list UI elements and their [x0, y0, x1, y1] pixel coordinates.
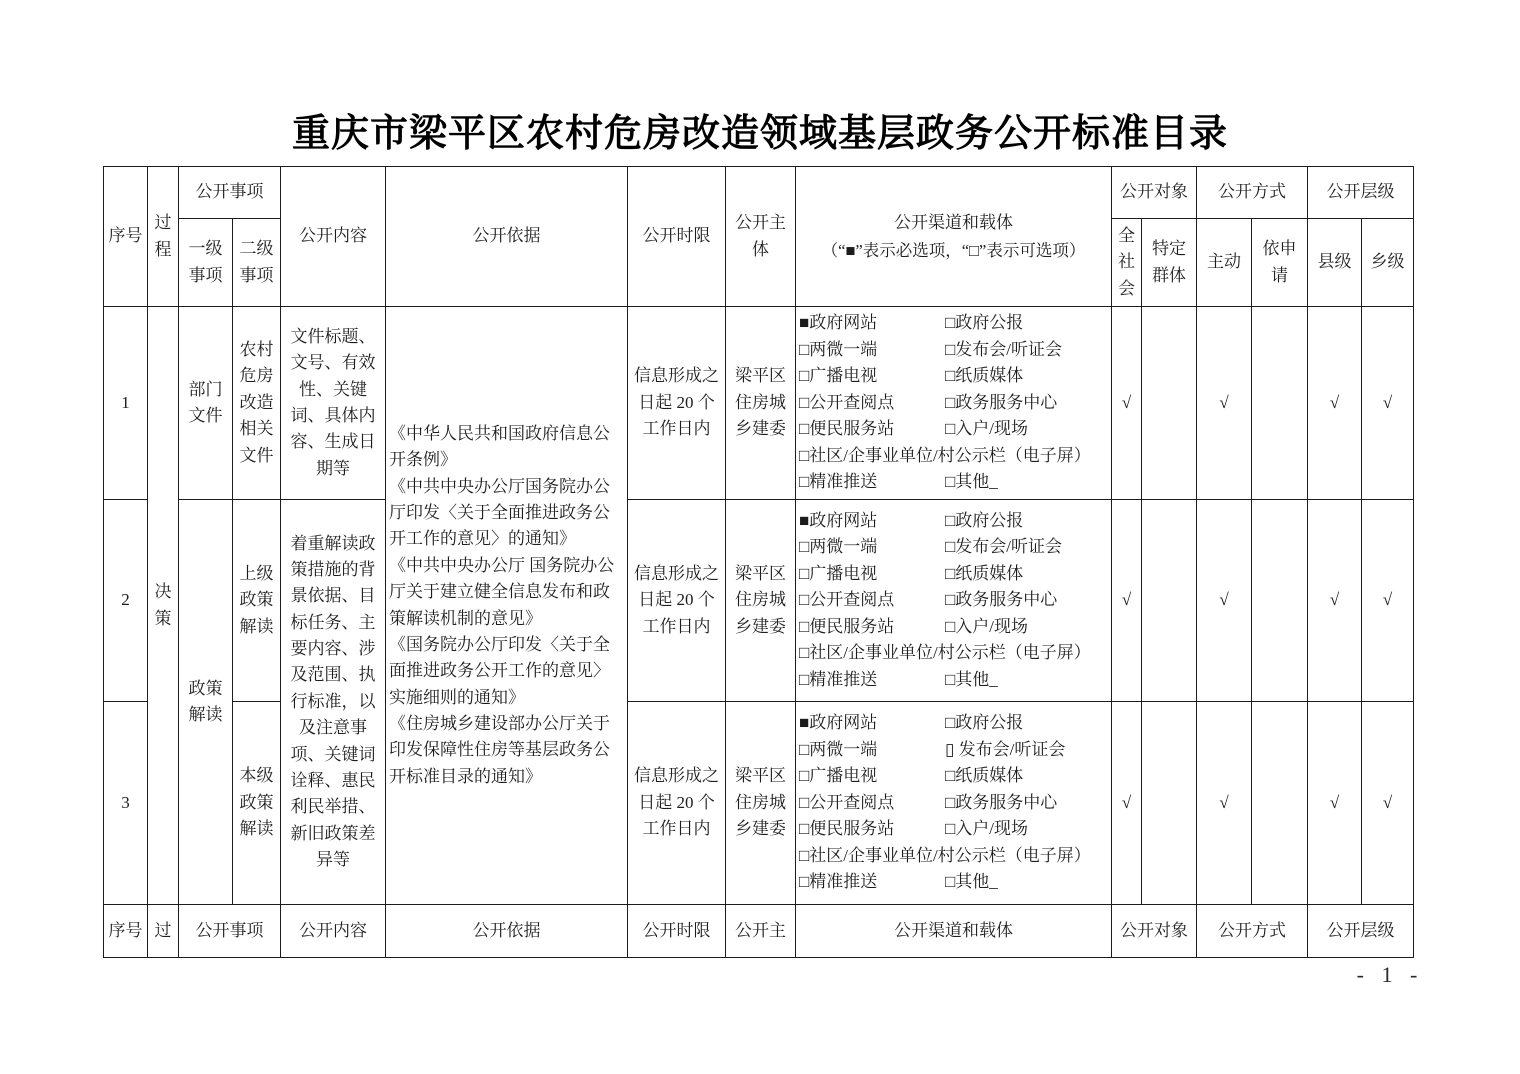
channel-option: ■政府网站 — [799, 510, 878, 530]
channel-option: □社区/企事业单位/村公示栏（电子屏） — [799, 845, 1091, 865]
col-header-level1-item: 一级事项 — [179, 219, 233, 307]
channel-option: □便民服务站 — [799, 419, 895, 439]
channel-option: □广播电视 — [799, 563, 878, 583]
time-limit-cell: 信息形成之日起 20 个工作日内 — [628, 702, 726, 905]
channel-option: □社区/企事业单位/村公示栏（电子屏） — [799, 445, 1091, 465]
level2-item-cell: 本级政策解读 — [233, 702, 281, 905]
subject-cell: 梁平区住房城乡建委 — [726, 307, 796, 500]
time-limit-cell: 信息形成之日起 20 个工作日内 — [628, 307, 726, 500]
channel-option: □政府公报 — [945, 510, 1024, 530]
col-header-subject: 公开主体 — [726, 167, 796, 307]
channels-cell — [796, 500, 1112, 702]
footer-time-limit: 公开时限 — [628, 905, 726, 958]
channels-cell — [796, 702, 1112, 905]
serial-number: 3 — [104, 702, 148, 905]
col-header-township-level: 乡级 — [1362, 219, 1414, 307]
process-cell: 决策 — [148, 307, 179, 905]
channel-option: □纸质媒体 — [945, 366, 1024, 386]
col-header-specific-groups: 特定群体 — [1142, 219, 1197, 307]
channel-option: ■政府网站 — [799, 313, 878, 333]
footer-subject: 公开主 — [726, 905, 796, 958]
col-header-proactive: 主动 — [1197, 219, 1252, 307]
subject-cell: 梁平区住房城乡建委 — [726, 702, 796, 905]
check-upon-request — [1252, 307, 1308, 500]
check-specific-groups — [1142, 307, 1197, 500]
basis-entry: 《住房城乡建设部办公厅关于印发保障性住房等基层政务公开标准目录的通知》 — [389, 713, 610, 786]
col-header-level2-item: 二级事项 — [233, 219, 281, 307]
content-cell: 着重解读政策措施的背景依据、目标任务、主要内容、涉及范围、执行标准，以及注意事项、关键词诠释、惠民利民举措、新旧政策差异等 — [281, 500, 386, 905]
table-row — [104, 500, 1414, 702]
check-whole-society: √ — [1112, 702, 1142, 905]
channels-header-label: 公开渠道和载体 — [894, 212, 1013, 232]
channel-option: □纸质媒体 — [945, 563, 1024, 583]
footer-content: 公开内容 — [281, 905, 386, 958]
channel-option: □政府公报 — [945, 313, 1024, 333]
check-township-level: √ — [1362, 307, 1414, 500]
time-limit-cell: 信息形成之日起 20 个工作日内 — [628, 500, 726, 702]
check-specific-groups — [1142, 500, 1197, 702]
level2-item-cell: 农村危房改造相关文件 — [233, 307, 281, 500]
col-header-channels — [796, 167, 1112, 307]
channel-option: □广播电视 — [799, 766, 878, 786]
channels-cell — [796, 307, 1112, 500]
col-header-audience: 公开对象 — [1112, 167, 1197, 219]
col-header-time-limit: 公开时限 — [628, 167, 726, 307]
channels-list — [799, 710, 1108, 896]
check-proactive: √ — [1197, 307, 1252, 500]
basis-cell — [386, 307, 628, 905]
channel-option: □精准推送 — [799, 472, 878, 492]
footer-process: 过 — [148, 905, 179, 958]
footer-method: 公开方式 — [1197, 905, 1308, 958]
table-row — [104, 307, 1414, 500]
content-cell: 文件标题、文号、有效性、关键词、具体内容、生成日期等 — [281, 307, 386, 500]
check-county-level: √ — [1308, 500, 1362, 702]
channels-list — [799, 310, 1108, 496]
check-upon-request — [1252, 500, 1308, 702]
check-proactive: √ — [1197, 500, 1252, 702]
page-title: 重庆市梁平区农村危房改造领域基层政务公开标准目录 — [291, 113, 1228, 155]
channel-option: □便民服务站 — [799, 819, 895, 839]
subject-cell: 梁平区住房城乡建委 — [726, 500, 796, 702]
channel-option: □入户/现场 — [945, 419, 1028, 439]
channel-option: □其他_ — [945, 669, 998, 689]
col-header-basis: 公开依据 — [386, 167, 628, 307]
basis-entry: 《中共中央办公厅国务院办公厅印发〈关于全面推进政务公开工作的意见〉的通知》 — [389, 476, 610, 549]
channel-option: □政府公报 — [945, 713, 1024, 733]
channels-list — [799, 508, 1108, 694]
channels-header-note: （“■”表示必选项，“□”表示可选项） — [821, 240, 1086, 260]
channel-option: □便民服务站 — [799, 616, 895, 636]
channel-option: □政务服务中心 — [945, 590, 1058, 610]
channel-option: ▯ 发布会/听证会 — [945, 739, 1066, 759]
channel-option: □社区/企事业单位/村公示栏（电子屏） — [799, 643, 1091, 663]
page-number: - 1 - — [1356, 962, 1424, 987]
channel-option: □政务服务中心 — [945, 392, 1058, 412]
footer-basis: 公开依据 — [386, 905, 628, 958]
channel-option: □两微一端 — [799, 537, 878, 557]
serial-number: 1 — [104, 307, 148, 500]
channel-option: □其他_ — [945, 472, 998, 492]
channel-option: □发布会/听证会 — [945, 537, 1062, 557]
basis-entry: 《中华人民共和国政府信息公开条例》 — [389, 424, 610, 470]
channel-option: □公开查阅点 — [799, 590, 895, 610]
channel-option: ■政府网站 — [799, 713, 878, 733]
check-upon-request — [1252, 702, 1308, 905]
footer-disclosure-items: 公开事项 — [179, 905, 281, 958]
level1-item-cell: 部门文件 — [179, 307, 233, 500]
footer-level: 公开层级 — [1308, 905, 1414, 958]
channel-option: □入户/现场 — [945, 616, 1028, 636]
check-specific-groups — [1142, 702, 1197, 905]
table-footer-header-row — [104, 905, 1414, 958]
col-header-method: 公开方式 — [1197, 167, 1308, 219]
col-header-county-level: 县级 — [1308, 219, 1362, 307]
channel-option: □精准推送 — [799, 669, 878, 689]
level1-item-cell: 政策解读 — [179, 500, 233, 905]
col-header-level: 公开层级 — [1308, 167, 1414, 219]
check-whole-society: √ — [1112, 307, 1142, 500]
disclosure-standards-table — [103, 166, 1414, 958]
check-township-level: √ — [1362, 702, 1414, 905]
check-proactive: √ — [1197, 702, 1252, 905]
col-header-content: 公开内容 — [281, 167, 386, 307]
channel-option: □其他_ — [945, 872, 998, 892]
channel-option: □发布会/听证会 — [945, 339, 1062, 359]
channel-option: □纸质媒体 — [945, 766, 1024, 786]
channel-option: □两微一端 — [799, 339, 878, 359]
basis-entry: 《国务院办公厅印发〈关于全面推进政务公开工作的意见〉实施细则的通知》 — [389, 634, 610, 707]
col-header-process: 过程 — [148, 167, 179, 307]
col-header-whole-society: 全社会 — [1112, 219, 1142, 307]
channel-option: □两微一端 — [799, 739, 878, 759]
footer-serial: 序号 — [104, 905, 148, 958]
basis-entry: 《中共中央办公厅 国务院办公厅关于建立健全信息发布和政策解读机制的意见》 — [389, 555, 615, 628]
channel-option: □精准推送 — [799, 872, 878, 892]
check-county-level: √ — [1308, 307, 1362, 500]
check-whole-society: √ — [1112, 500, 1142, 702]
check-county-level: √ — [1308, 702, 1362, 905]
footer-audience: 公开对象 — [1112, 905, 1197, 958]
level2-item-cell: 上级政策解读 — [233, 500, 281, 702]
footer-channels: 公开渠道和载体 — [796, 905, 1112, 958]
channel-option: □公开查阅点 — [799, 792, 895, 812]
channel-option: □政务服务中心 — [945, 792, 1058, 812]
channel-option: □公开查阅点 — [799, 392, 895, 412]
check-township-level: √ — [1362, 500, 1414, 702]
table-header-row-1 — [104, 167, 1414, 219]
col-header-serial: 序号 — [104, 167, 148, 307]
col-header-disclosure-items: 公开事项 — [179, 167, 281, 219]
col-header-upon-request: 依申请 — [1252, 219, 1308, 307]
serial-number: 2 — [104, 500, 148, 702]
channel-option: □入户/现场 — [945, 819, 1028, 839]
channel-option: □广播电视 — [799, 366, 878, 386]
